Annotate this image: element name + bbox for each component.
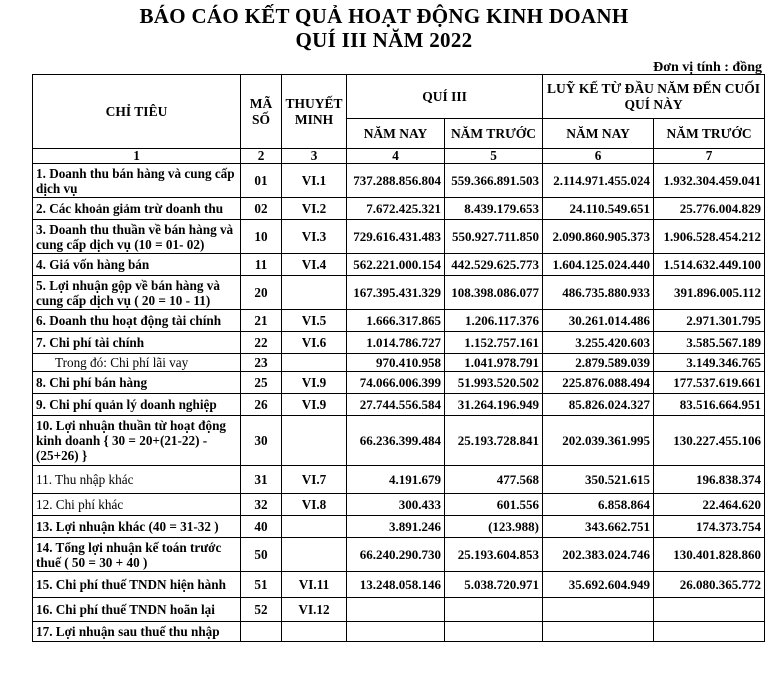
row-q-nam-nay: 1.014.786.727	[347, 332, 445, 354]
table-row	[33, 254, 765, 276]
row-code: 30	[241, 416, 282, 466]
row-code: 32	[241, 494, 282, 516]
row-lk-nam-nay: 486.735.880.933	[543, 276, 654, 310]
row-note: VI.9	[282, 372, 347, 394]
row-note: VI.1	[282, 164, 347, 198]
row-lk-nam-truoc: 3.149.346.765	[654, 354, 765, 372]
row-note: VI.9	[282, 394, 347, 416]
row-note	[282, 354, 347, 372]
row-code: 50	[241, 538, 282, 572]
row-q-nam-nay: 27.744.556.584	[347, 394, 445, 416]
row-code	[241, 622, 282, 642]
row-lk-nam-nay: 343.662.751	[543, 516, 654, 538]
row-note	[282, 416, 347, 466]
row-label: 8. Chi phí bán hàng	[33, 372, 241, 394]
row-note: VI.11	[282, 572, 347, 598]
table-row	[33, 572, 765, 598]
col-index: 5	[445, 149, 543, 164]
row-q-nam-nay	[347, 622, 445, 642]
row-lk-nam-nay: 2.090.860.905.373	[543, 220, 654, 254]
table-row	[33, 164, 765, 198]
row-lk-nam-truoc: 130.227.455.106	[654, 416, 765, 466]
row-code: 26	[241, 394, 282, 416]
header-thuyet-minh: THUYẾT MINH	[282, 75, 347, 149]
row-note: VI.2	[282, 198, 347, 220]
row-label: 17. Lợi nhuận sau thuế thu nhập	[33, 622, 241, 642]
row-lk-nam-nay: 202.039.361.995	[543, 416, 654, 466]
col-index: 6	[543, 149, 654, 164]
row-lk-nam-nay: 35.692.604.949	[543, 572, 654, 598]
row-lk-nam-nay: 350.521.615	[543, 466, 654, 494]
header-q-nam-truoc: NĂM TRƯỚC	[445, 119, 543, 149]
row-q-nam-truoc: 31.264.196.949	[445, 394, 543, 416]
row-label: 1. Doanh thu bán hàng và cung cấp dịch vụ	[33, 164, 241, 198]
row-lk-nam-truoc: 2.971.301.795	[654, 310, 765, 332]
row-q-nam-nay: 4.191.679	[347, 466, 445, 494]
row-lk-nam-truoc: 83.516.664.951	[654, 394, 765, 416]
table-row	[33, 598, 765, 622]
col-index: 1	[33, 149, 241, 164]
row-q-nam-nay: 66.240.290.730	[347, 538, 445, 572]
row-label: 12. Chi phí khác	[33, 494, 241, 516]
table-row	[33, 538, 765, 572]
table-row	[33, 198, 765, 220]
row-label: 16. Chi phí thuế TNDN hoãn lại	[33, 598, 241, 622]
row-lk-nam-truoc: 25.776.004.829	[654, 198, 765, 220]
row-lk-nam-nay: 225.876.088.494	[543, 372, 654, 394]
row-lk-nam-nay: 2.879.589.039	[543, 354, 654, 372]
row-lk-nam-nay: 1.604.125.024.440	[543, 254, 654, 276]
row-q-nam-truoc: 1.152.757.161	[445, 332, 543, 354]
row-q-nam-truoc: 25.193.604.853	[445, 538, 543, 572]
row-lk-nam-truoc	[654, 598, 765, 622]
report-title: BÁO CÁO KẾT QUẢ HOẠT ĐỘNG KINH DOANH	[139, 4, 629, 28]
row-label: 11. Thu nhập khác	[33, 466, 241, 494]
row-lk-nam-nay	[543, 598, 654, 622]
row-q-nam-truoc: 601.556	[445, 494, 543, 516]
table-row	[33, 332, 765, 354]
row-code: 52	[241, 598, 282, 622]
row-lk-nam-nay: 202.383.024.746	[543, 538, 654, 572]
row-q-nam-truoc: 5.038.720.971	[445, 572, 543, 598]
col-index: 2	[241, 149, 282, 164]
row-q-nam-truoc: 25.193.728.841	[445, 416, 543, 466]
table-row	[33, 516, 765, 538]
row-note	[282, 516, 347, 538]
row-q-nam-nay: 66.236.399.484	[347, 416, 445, 466]
row-code: 25	[241, 372, 282, 394]
row-lk-nam-truoc: 22.464.620	[654, 494, 765, 516]
table-row	[33, 354, 765, 372]
row-note: VI.3	[282, 220, 347, 254]
row-q-nam-nay: 74.066.006.399	[347, 372, 445, 394]
row-note	[282, 276, 347, 310]
col-index: 7	[654, 149, 765, 164]
table-row	[33, 622, 765, 642]
row-lk-nam-truoc: 196.838.374	[654, 466, 765, 494]
row-note: VI.12	[282, 598, 347, 622]
row-q-nam-truoc: 559.366.891.503	[445, 164, 543, 198]
row-q-nam-nay	[347, 598, 445, 622]
row-label: 2. Các khoản giảm trừ doanh thu	[33, 198, 241, 220]
row-q-nam-nay: 970.410.958	[347, 354, 445, 372]
header-ma-so: MÃ SỐ	[241, 75, 282, 149]
row-lk-nam-nay	[543, 622, 654, 642]
row-lk-nam-truoc: 391.896.005.112	[654, 276, 765, 310]
row-q-nam-truoc	[445, 622, 543, 642]
row-q-nam-truoc: (123.988)	[445, 516, 543, 538]
row-code: 02	[241, 198, 282, 220]
row-lk-nam-nay: 3.255.420.603	[543, 332, 654, 354]
row-code: 10	[241, 220, 282, 254]
table-row	[33, 310, 765, 332]
row-q-nam-nay: 3.891.246	[347, 516, 445, 538]
row-label: 14. Tổng lợi nhuận kế toán trước thuế ( 50 = 30 + 40 )	[33, 538, 241, 572]
currency-unit: Đơn vị tính : đồng	[653, 60, 762, 75]
row-lk-nam-nay: 6.858.864	[543, 494, 654, 516]
row-lk-nam-truoc: 1.906.528.454.212	[654, 220, 765, 254]
row-note: VI.8	[282, 494, 347, 516]
row-note	[282, 538, 347, 572]
row-lk-nam-truoc	[654, 622, 765, 642]
table-row	[33, 416, 765, 466]
row-q-nam-nay: 300.433	[347, 494, 445, 516]
row-lk-nam-nay: 85.826.024.327	[543, 394, 654, 416]
header-luy-ke: LUỸ KẾ TỪ ĐẦU NĂM ĐẾN CUỐI QUÍ NÀY	[543, 75, 765, 119]
row-q-nam-nay: 13.248.058.146	[347, 572, 445, 598]
row-q-nam-truoc: 550.927.711.850	[445, 220, 543, 254]
row-code: 23	[241, 354, 282, 372]
row-code: 31	[241, 466, 282, 494]
row-code: 21	[241, 310, 282, 332]
col-index: 4	[347, 149, 445, 164]
row-lk-nam-truoc: 174.373.754	[654, 516, 765, 538]
row-q-nam-truoc: 8.439.179.653	[445, 198, 543, 220]
row-q-nam-nay: 7.672.425.321	[347, 198, 445, 220]
table-row	[33, 220, 765, 254]
row-label: 3. Doanh thu thuần về bán hàng và cung cấp dịch vụ (10 = 01- 02)	[33, 220, 241, 254]
income-statement-table	[32, 74, 765, 642]
table-row	[33, 494, 765, 516]
table-row	[33, 372, 765, 394]
table-row	[33, 394, 765, 416]
row-q-nam-nay: 562.221.000.154	[347, 254, 445, 276]
row-code: 22	[241, 332, 282, 354]
row-label: 5. Lợi nhuận gộp về bán hàng và cung cấp dịch vụ ( 20 = 10 - 11)	[33, 276, 241, 310]
row-label: 4. Giá vốn hàng bán	[33, 254, 241, 276]
row-note: VI.6	[282, 332, 347, 354]
row-code: 11	[241, 254, 282, 276]
row-code: 51	[241, 572, 282, 598]
row-code: 20	[241, 276, 282, 310]
row-label: 10. Lợi nhuận thuần từ hoạt động kinh doanh { 30 = 20+(21-22) - (25+26) }	[33, 416, 241, 466]
row-q-nam-truoc: 1.041.978.791	[445, 354, 543, 372]
row-lk-nam-truoc: 1.514.632.449.100	[654, 254, 765, 276]
row-q-nam-truoc	[445, 598, 543, 622]
row-q-nam-truoc: 108.398.086.077	[445, 276, 543, 310]
row-q-nam-truoc: 51.993.520.502	[445, 372, 543, 394]
row-lk-nam-nay: 30.261.014.486	[543, 310, 654, 332]
row-label: 13. Lợi nhuận khác (40 = 31-32 )	[33, 516, 241, 538]
row-note: VI.7	[282, 466, 347, 494]
row-code: 01	[241, 164, 282, 198]
row-note: VI.4	[282, 254, 347, 276]
row-lk-nam-truoc: 3.585.567.189	[654, 332, 765, 354]
row-lk-nam-truoc: 26.080.365.772	[654, 572, 765, 598]
row-q-nam-nay: 1.666.317.865	[347, 310, 445, 332]
row-code: 40	[241, 516, 282, 538]
row-q-nam-truoc: 477.568	[445, 466, 543, 494]
row-q-nam-nay: 737.288.856.804	[347, 164, 445, 198]
row-note: VI.5	[282, 310, 347, 332]
row-lk-nam-nay: 2.114.971.455.024	[543, 164, 654, 198]
row-q-nam-nay: 167.395.431.329	[347, 276, 445, 310]
header-q-nam-nay: NĂM NAY	[347, 119, 445, 149]
table-row	[33, 466, 765, 494]
table-row	[33, 276, 765, 310]
report-period: QUÍ III NĂM 2022	[295, 28, 473, 52]
row-label: 9. Chi phí quản lý doanh nghiệp	[33, 394, 241, 416]
row-q-nam-truoc: 442.529.625.773	[445, 254, 543, 276]
row-lk-nam-truoc: 177.537.619.661	[654, 372, 765, 394]
row-q-nam-truoc: 1.206.117.376	[445, 310, 543, 332]
row-q-nam-nay: 729.616.431.483	[347, 220, 445, 254]
row-label: 7. Chi phí tài chính	[33, 332, 241, 354]
header-lk-nam-truoc: NĂM TRƯỚC	[654, 119, 765, 149]
row-label: Trong đó: Chi phí lãi vay	[33, 354, 241, 372]
header-lk-nam-nay: NĂM NAY	[543, 119, 654, 149]
row-lk-nam-truoc: 130.401.828.860	[654, 538, 765, 572]
row-label: 15. Chi phí thuế TNDN hiện hành	[33, 572, 241, 598]
row-note	[282, 622, 347, 642]
col-index: 3	[282, 149, 347, 164]
row-label: 6. Doanh thu hoạt động tài chính	[33, 310, 241, 332]
header-qui-iii: QUÍ III	[347, 75, 543, 119]
row-lk-nam-truoc: 1.932.304.459.041	[654, 164, 765, 198]
row-lk-nam-nay: 24.110.549.651	[543, 198, 654, 220]
header-chi-tieu: CHỈ TIÊU	[33, 75, 241, 149]
